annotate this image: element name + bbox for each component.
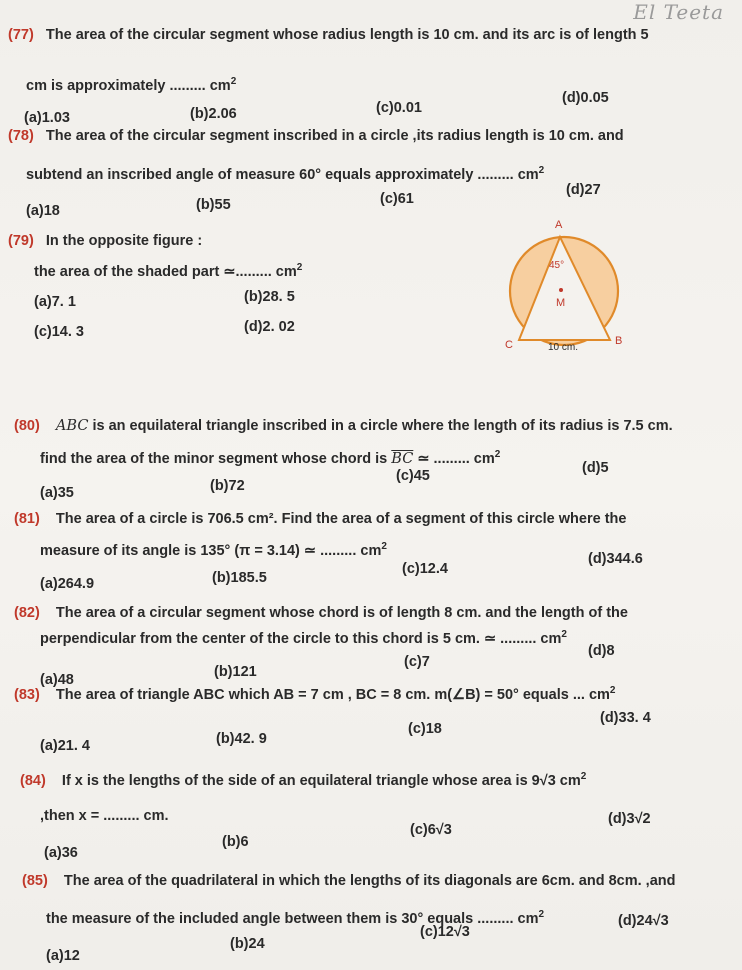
angle-label: 45°: [549, 260, 565, 271]
option-a[interactable]: (a)36: [44, 845, 78, 861]
option-b[interactable]: (b)28. 5: [244, 289, 295, 305]
question-78-line1: [8, 128, 624, 144]
option-a[interactable]: (a)1.03: [24, 110, 70, 126]
option-a[interactable]: (a)21. 4: [40, 738, 90, 754]
option-a[interactable]: (a)48: [40, 672, 74, 688]
option-c[interactable]: (c)0.01: [376, 100, 422, 116]
option-d[interactable]: (d)3√2: [608, 811, 651, 827]
option-c[interactable]: (c)18: [408, 721, 442, 737]
option-a[interactable]: (a)7. 1: [34, 294, 76, 310]
question-79-line1: [8, 233, 202, 249]
question-text: subtend an inscribed angle of measure 60° equals approximately ......... cm: [26, 166, 539, 183]
option-d[interactable]: (d)344.6: [588, 551, 643, 567]
option-d[interactable]: (d)24√3: [618, 913, 669, 929]
question-text: ,then x = ......... cm.: [40, 808, 169, 824]
option-b[interactable]: (b)42. 9: [216, 731, 267, 747]
option-d[interactable]: (d)33. 4: [600, 710, 651, 726]
option-b[interactable]: (b)72: [210, 478, 245, 494]
option-c[interactable]: (c)12√3: [420, 924, 470, 940]
option-d[interactable]: (d)0.05: [562, 90, 609, 106]
option-c[interactable]: (c)45: [396, 468, 430, 484]
triangle-name: ABC: [55, 418, 89, 434]
question-text: is an equilateral triangle inscribed in a circle where the length of its radius is 7.5 cm.: [88, 418, 673, 434]
question-text: perpendicular from the center of the circle to this chord is 5 cm. ≃ ......... cm: [40, 630, 562, 647]
option-a[interactable]: (a)18: [26, 203, 60, 219]
question-text: The area of triangle ABC which AB = 7 cm , BC = 8 cm. m(∠B) = 50° equals ... cm: [55, 686, 610, 703]
question-number: (82): [14, 605, 40, 621]
question-text: The area of the quadrilateral in which the lengths of its diagonals are 6cm. and 8cm. ,and: [63, 873, 676, 889]
option-b[interactable]: (b)185.5: [212, 570, 267, 586]
question-80-line2: find the area of the minor segment whose chord is $\overline{BC}$ ≃ ......... $cm^2$: [40, 449, 501, 467]
question-81-line2: measure of its angle is 135° (π = 3.14) ≃ ......... $cm^2$: [40, 541, 387, 559]
option-c[interactable]: (c)12.4: [402, 561, 448, 577]
question-text: If x is the lengths of the side of an equilateral triangle whose area is 9√3 cm: [61, 772, 581, 789]
question-78-line2: subtend an inscribed angle of measure 60° equals approximately ......... $cm^2$: [26, 165, 545, 183]
question-77-line2: cm is approximately ......... $cm^2$: [26, 76, 237, 94]
question-text: the area of the shaded part ≃......... cm: [34, 263, 297, 280]
label-m: M: [556, 297, 566, 309]
question-text: ≃ ......... cm: [413, 450, 495, 467]
question-text: The area of a circular segment whose chord is of length 8 cm. and the length of the: [55, 605, 628, 621]
option-a[interactable]: (a)12: [46, 948, 80, 964]
label-a: A: [555, 219, 563, 231]
option-b[interactable]: (b)6: [222, 834, 249, 850]
question-text: The area of the circular segment inscribed in a circle ,its radius length is 10 cm. and: [45, 128, 624, 144]
question-text: find the area of the minor segment whose chord is: [40, 450, 392, 467]
question-number: (84): [20, 772, 46, 789]
question-77-line1: [8, 27, 649, 43]
center-point: [559, 288, 563, 292]
question-85-line1: [22, 873, 675, 889]
option-a[interactable]: (a)264.9: [40, 576, 95, 592]
question-84-line2: [40, 808, 169, 824]
option-a[interactable]: (a)35: [40, 485, 74, 501]
option-c[interactable]: (c)14. 3: [34, 324, 84, 340]
option-c[interactable]: (c)6√3: [410, 822, 452, 838]
q79-figure: [500, 212, 640, 360]
side-label: 10 cm.: [548, 342, 579, 353]
question-text: The area of the circular segment whose radius length is 10 cm. and its arc is of length 5: [45, 27, 649, 43]
question-text: In the opposite figure :: [45, 233, 203, 249]
option-d[interactable]: (d)27: [566, 182, 601, 198]
label-b: B: [615, 335, 623, 347]
question-number: (80): [14, 418, 40, 434]
question-84-line1: (84) If x is the lengths of the side of an equilateral triangle whose area is 9√3 $cm^2$: [20, 771, 587, 789]
question-text: The area of a circle is 706.5 cm². Find the area of a segment of this circle where the: [55, 511, 627, 527]
question-text: the measure of the included angle between them is 30° equals ......... cm: [46, 910, 539, 927]
question-text: cm is approximately ......... cm: [26, 77, 231, 94]
question-number: (78): [8, 128, 34, 144]
label-c: C: [505, 339, 513, 351]
question-number: (85): [22, 873, 48, 889]
question-text: measure of its angle is 135° (π = 3.14) ≃ ......... cm: [40, 542, 382, 559]
question-82-line2: perpendicular from the center of the circle to this chord is 5 cm. ≃ ......... $cm^2$: [40, 629, 567, 647]
question-number: (79): [8, 233, 34, 249]
question-number: (81): [14, 511, 40, 527]
question-79-line2: the area of the shaded part ≃......... $cm^2$: [34, 262, 303, 280]
option-b[interactable]: (b)121: [214, 664, 257, 680]
option-d[interactable]: (d)2. 02: [244, 319, 295, 335]
option-b[interactable]: (b)24: [230, 936, 265, 952]
question-number: (77): [8, 27, 34, 43]
option-b[interactable]: (b)2.06: [190, 106, 237, 122]
question-83-line1: (83) The area of triangle ABC which AB = 7 cm , BC = 8 cm. m(∠B) = 50° equals ... $cm^2$: [14, 685, 616, 703]
chord-name: $\overline{BC}$: [391, 450, 414, 467]
question-81-line1: [14, 511, 626, 527]
option-d[interactable]: (d)5: [582, 460, 609, 476]
option-b[interactable]: (b)55: [196, 197, 231, 213]
question-80-line1: [14, 418, 673, 434]
option-d[interactable]: (d)8: [588, 643, 615, 659]
question-85-line2: the measure of the included angle between them is 30° equals ......... $cm^2$: [46, 909, 545, 927]
option-c[interactable]: (c)61: [380, 191, 414, 207]
watermark: El Teeta: [633, 0, 724, 24]
question-82-line1: [14, 605, 628, 621]
question-number: (83): [14, 686, 40, 703]
option-c[interactable]: (c)7: [404, 654, 430, 670]
